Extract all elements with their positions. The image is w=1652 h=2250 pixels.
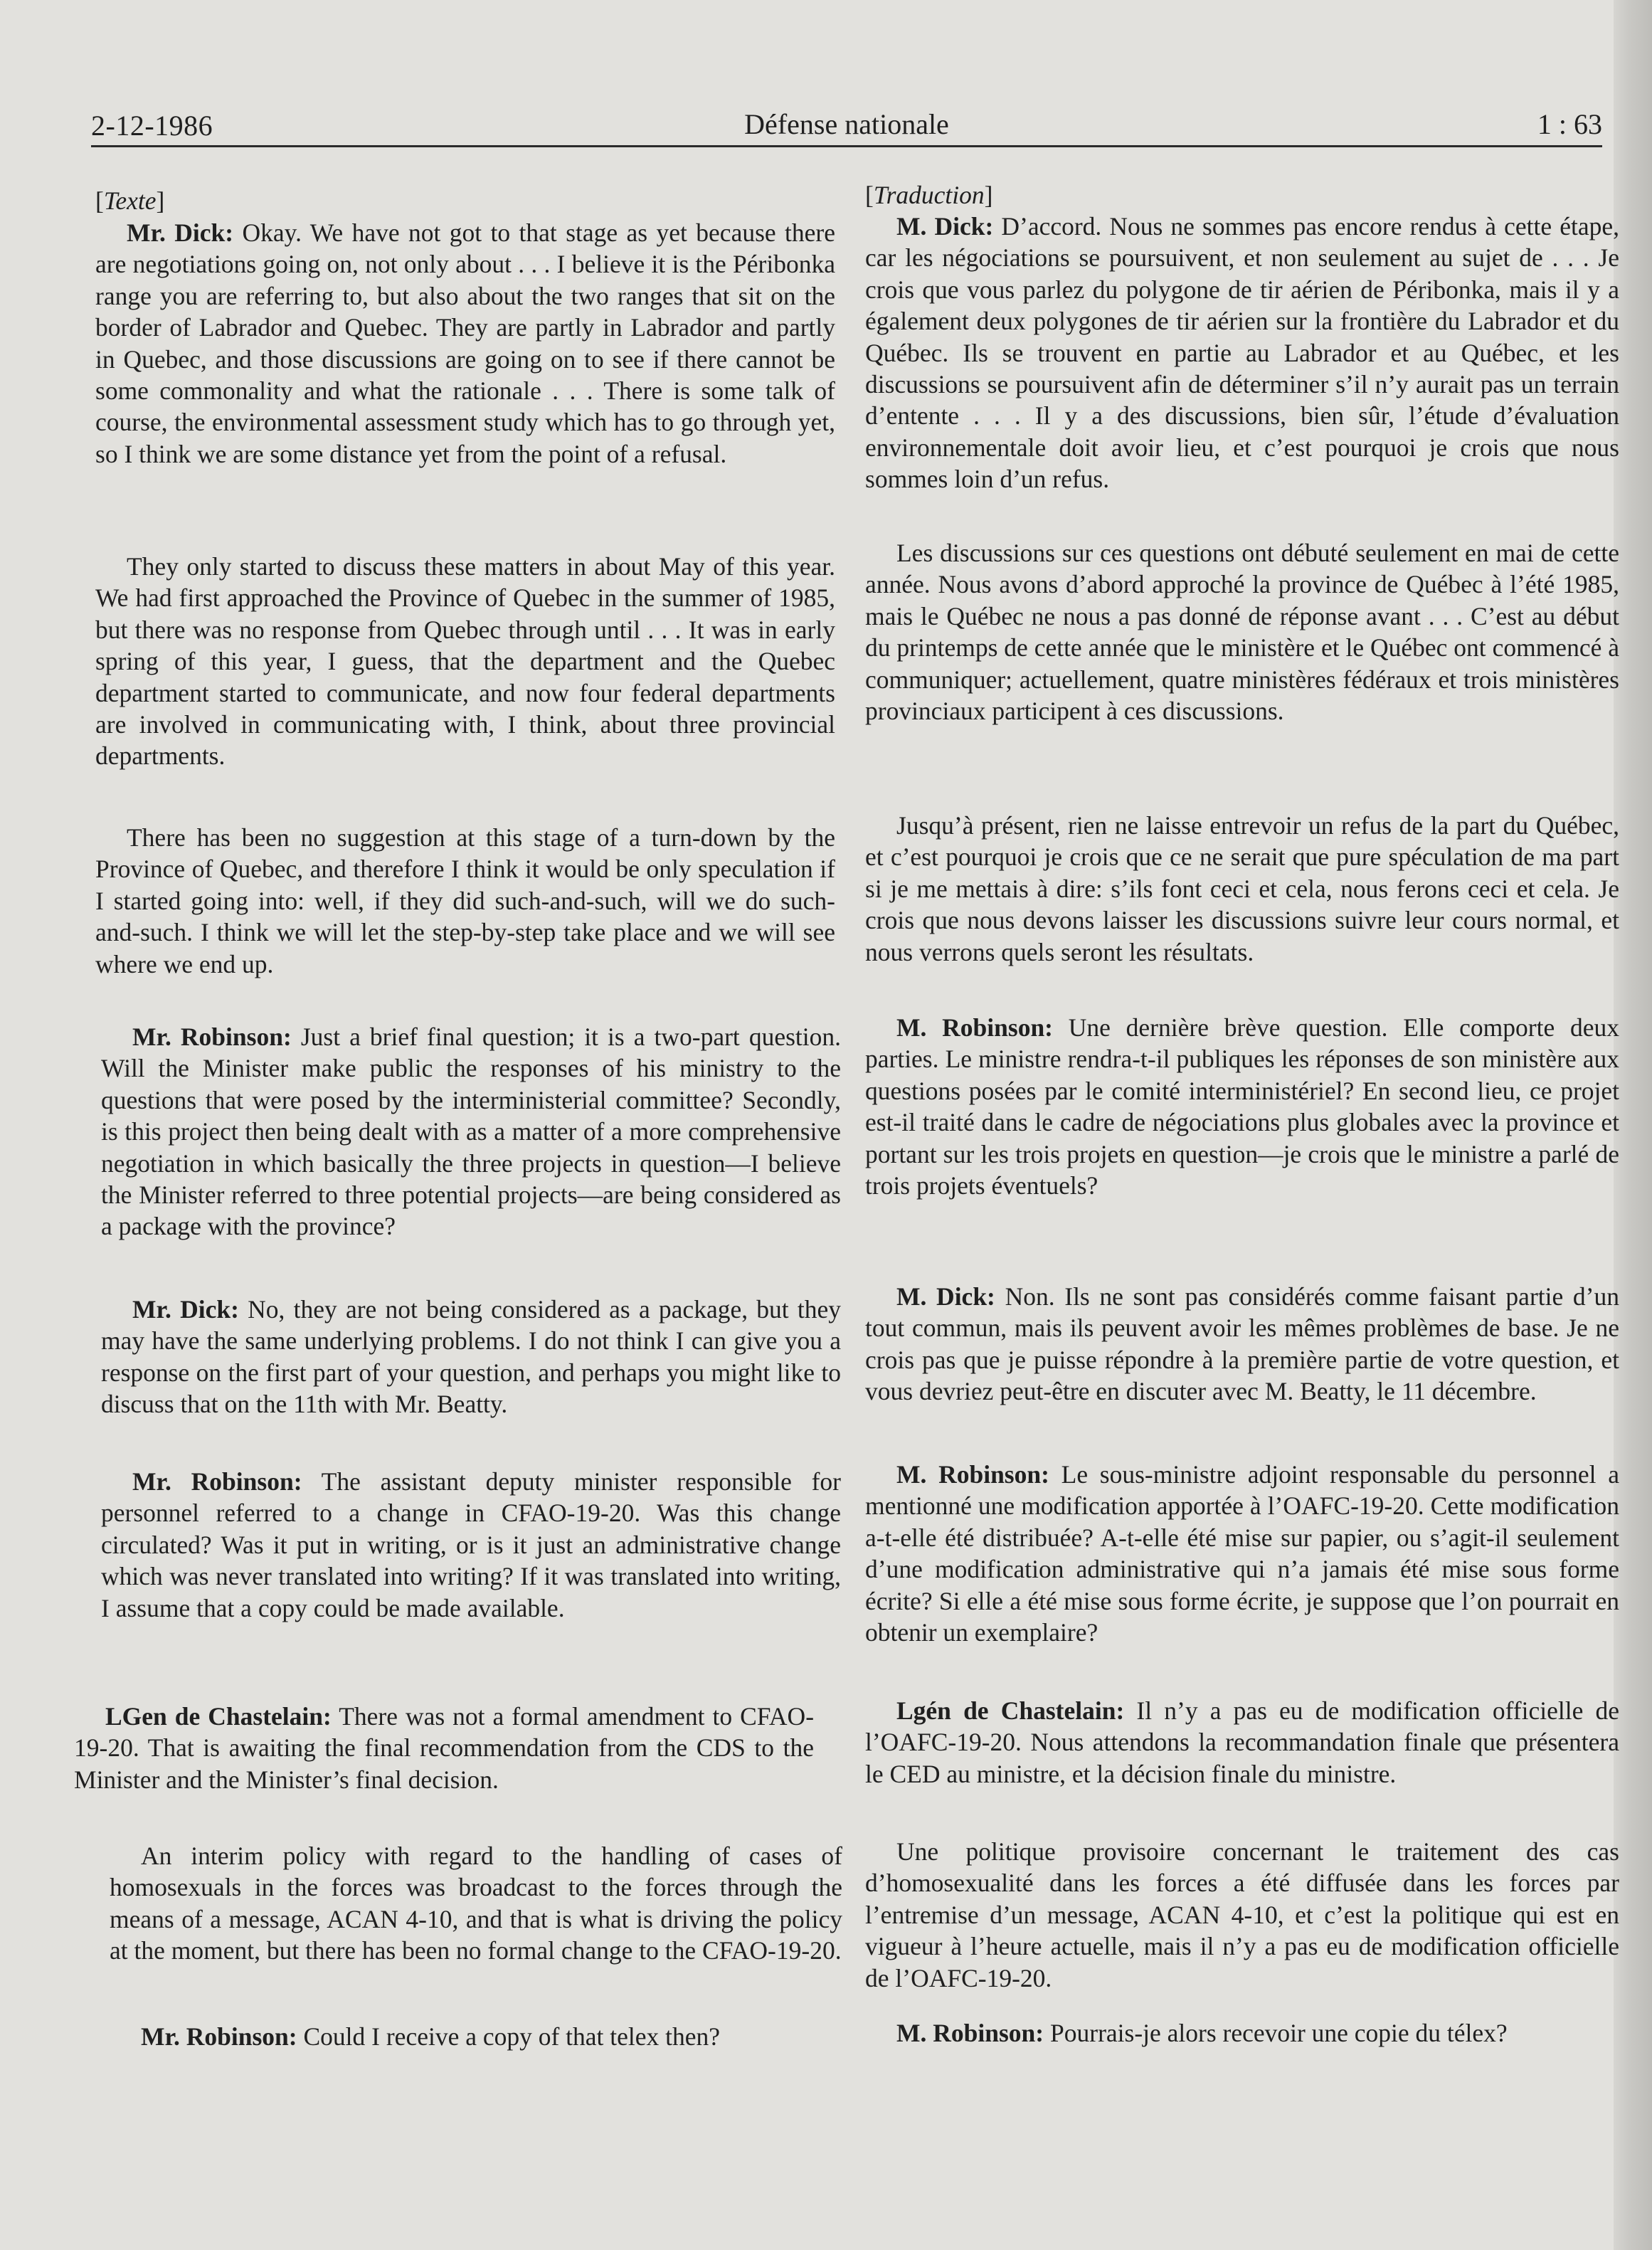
- speaker-name: Lgén de Chastelain:: [896, 1696, 1125, 1725]
- paragraph: [865, 810, 1619, 968]
- speaker-name: M. Robinson:: [896, 1460, 1049, 1489]
- paragraph: [865, 1459, 1619, 1648]
- speaker-name: Mr. Robinson:: [132, 1023, 292, 1051]
- header-title: Défense nationale: [744, 108, 949, 140]
- paragraph-text: They only started to discuss these matters in about May of this year. We had first approached the Province of Quebec in the summer of 1985, but there was no response from Quebec through until . . . It was in early spring of this year, I guess, that the department and the Quebec department started to communicate, and now four federal departments are involved in communicating with, I think, about three provincial departments.: [95, 552, 835, 771]
- paragraph: [95, 217, 835, 470]
- speaker-name: M. Robinson:: [896, 2019, 1044, 2047]
- language-label: [Texte]: [95, 186, 165, 215]
- paragraph: [101, 1466, 841, 1624]
- paragraph-text: An interim policy with regard to the handling of cases of homosexuals in the forces was broadcast to the forces through the means of a message, ACAN 4-10, and that is what is driving the policy at the moment, but there has been no formal change to the CFAO-19-20.: [110, 1842, 842, 1965]
- header-date: 2-12-1986: [91, 110, 213, 142]
- speaker-name: LGen de Chastelain:: [105, 1702, 332, 1731]
- paragraph: [865, 1281, 1619, 1407]
- paragraph-text: The assistant deputy minister responsible for personnel referred to a change in CFAO-19-20. Was this change circulated? Was it put in writing, or is it just an administrative change which was never translated into writing? If it was translated into writing, I assume that a copy could be made available.: [101, 1467, 841, 1622]
- paragraph-text: No, they are not being considered as a package, but they may have the same underlying problems. I do not think I can give you a response on the first part of your question, and perhaps you might like to discuss that on the 11th with Mr. Beatty.: [101, 1295, 841, 1419]
- speaker-name: Mr. Dick:: [132, 1295, 239, 1324]
- header-page-number: 1 : 63: [1537, 108, 1602, 140]
- paragraph-text: Il n’y a pas eu de modification officielle de l’OAFC-19-20. Nous attendons la recommandation finale que présentera le CED au ministre, et la décision finale du ministre.: [865, 1696, 1620, 1788]
- paragraph-text: Une dernière brève question. Elle comporte deux parties. Le ministre rendra-t-il publiques les réponses de son ministère aux questions posées par le comité interministériel? En second lieu, ce projet est-il traité dans le cadre de négociations plus globales avec la province et portant sur les trois projets en question—je crois que le ministre a parlé de trois projets éventuels?: [865, 1013, 1619, 1200]
- paragraph-text: Just a brief final question; it is a two-part question. Will the Minister make public the responses of his ministry to the questions that were posed by the interministerial committee? Secondly, is this project then being dealt with as a matter of a more comprehensive negotiation in which basically the three projects in question—I believe the Minister referred to three potential projects—are being considered as a package with the province?: [101, 1023, 842, 1241]
- paragraph: [865, 1012, 1619, 1201]
- paragraph-text: Le sous-ministre adjoint responsable du personnel a mentionné une modification apportée à l’OAFC-19-20. Cette modification a-t-elle été distribuée? A-t-elle été mise sur papier, ou s’agit-il seulement d’une modification administrative qui n’a jamais été mise sous forme écrite? Si elle a été mise sous forme écrite, je suppose que l’on pourrait en obtenir un exemplaire?: [865, 1460, 1619, 1647]
- paragraph: [95, 551, 835, 772]
- paragraph: [101, 1021, 841, 1242]
- paragraph-text: Une politique provisoire concernant le traitement des cas d’homosexualité dans les forces a été diffusée dans les forces par l’entremise d’un message, ACAN 4-10, et c’est la politique qui est en vigueur à l’heure actuelle, mais il n’y a pas eu de modification officielle de l’OAFC-19-20.: [865, 1837, 1619, 1992]
- speaker-name: Mr. Robinson:: [141, 2022, 297, 2051]
- speaker-name: M. Dick:: [896, 1282, 995, 1311]
- speaker-name: M. Dick:: [896, 212, 994, 241]
- paragraph: [865, 1836, 1619, 1994]
- paragraph: [865, 211, 1619, 495]
- page-edge-shadow: [1614, 0, 1652, 2250]
- paragraph-text: Pourrais-je alors recevoir une copie du télex?: [1044, 2019, 1508, 2047]
- paragraph-text: Non. Ils ne sont pas considérés comme faisant partie d’un tout commun, mais ils peuvent avoir les mêmes problèmes de base. Je ne crois pas que je puisse répondre à la première partie de votre question, et vous devriez peut-être en discuter avec M. Beatty, le 11 décembre.: [865, 1282, 1619, 1406]
- language-label: [Traduction]: [865, 181, 993, 209]
- paragraph: [865, 537, 1619, 727]
- language-label-text: Texte: [103, 186, 157, 215]
- paragraph-text: There has been no suggestion at this stage of a turn-down by the Province of Quebec, and therefore I think it would be only speculation if I started going into: well, if they did such-and-such, will we do such-and-such. I think we will let the step-by-step take place and we will see where we end up.: [95, 823, 835, 978]
- paragraph: [101, 1294, 841, 1420]
- paragraph: [865, 1695, 1619, 1790]
- paragraph: [95, 822, 835, 980]
- running-header: [91, 105, 1602, 147]
- speaker-name: Mr. Dick:: [127, 218, 234, 247]
- paragraph-text: D’accord. Nous ne sommes pas encore rendus à cette étape, car les négociations se poursuivent, et non seulement au sujet de . . . Je crois que vous parlez du polygone de tir aérien de Péribonka, mais il y a également deux polygones de tir aérien sur la frontière du Labrador et du Québec. Ils se trouvent en partie au Labrador et au Québec, et les discussions se poursuivent afin de déterminer s’il n’y aurait pas un terrain d’entente . . . Il y a des discussions, bien sûr, l’étude d’évaluation environnementale doit avoir lieu, et c’est pourquoi je crois que nous sommes loin d’un refus.: [865, 212, 1619, 494]
- paragraph-text: Jusqu’à présent, rien ne laisse entrevoir un refus de la part du Québec, et c’est pourquoi je crois que ce ne serait que pure spéculation de ma part si je me mettais à dire: s’ils font ceci et cela, nous ferons ceci et cela. Je crois que nous devons laisser les discussions suivre leur cours normal, et nous verrons quels seront les résultats.: [865, 811, 1619, 966]
- paragraph-text: Les discussions sur ces questions ont débuté seulement en mai de cette année. Nous avons d’abord approché la province de Québec à l’été 1985, mais le Québec ne nous a pas donné de réponse avant . . . C’est au début du printemps de cette année que le ministère et le Québec ont commencé à communiquer; actuellement, quatre ministères fédéraux et trois ministères provinciaux participent à ces discussions.: [865, 539, 1619, 726]
- speaker-name: Mr. Robinson:: [132, 1467, 302, 1496]
- paragraph-text: Could I receive a copy of that telex then?: [297, 2022, 721, 2051]
- speaker-name: M. Robinson:: [896, 1013, 1054, 1042]
- paragraph-text: Okay. We have not got to that stage as yet because there are negotiations going on, not only about . . . I believe it is the Péribonka range you are referring to, but also about the two ranges that sit on the border of Labrador and Quebec. They are partly in Labrador and partly in Quebec, and those discussions are going on to see if there cannot be some commonality and what the rationale . . . There is some talk of course, the environmental assessment study which has to go through yet, so I think we are some distance yet from the point of a refusal.: [95, 218, 835, 468]
- paragraph-text: There was not a formal amendment to CFAO-19-20. That is awaiting the final recommendation from the CDS to the Minister and the Minister’s final decision.: [74, 1702, 815, 1794]
- paragraph: [110, 1840, 842, 1967]
- paragraph: [74, 1701, 814, 1795]
- paragraph: [110, 2021, 849, 2052]
- paragraph: [865, 2017, 1619, 2049]
- language-label-text: Traduction: [873, 181, 985, 209]
